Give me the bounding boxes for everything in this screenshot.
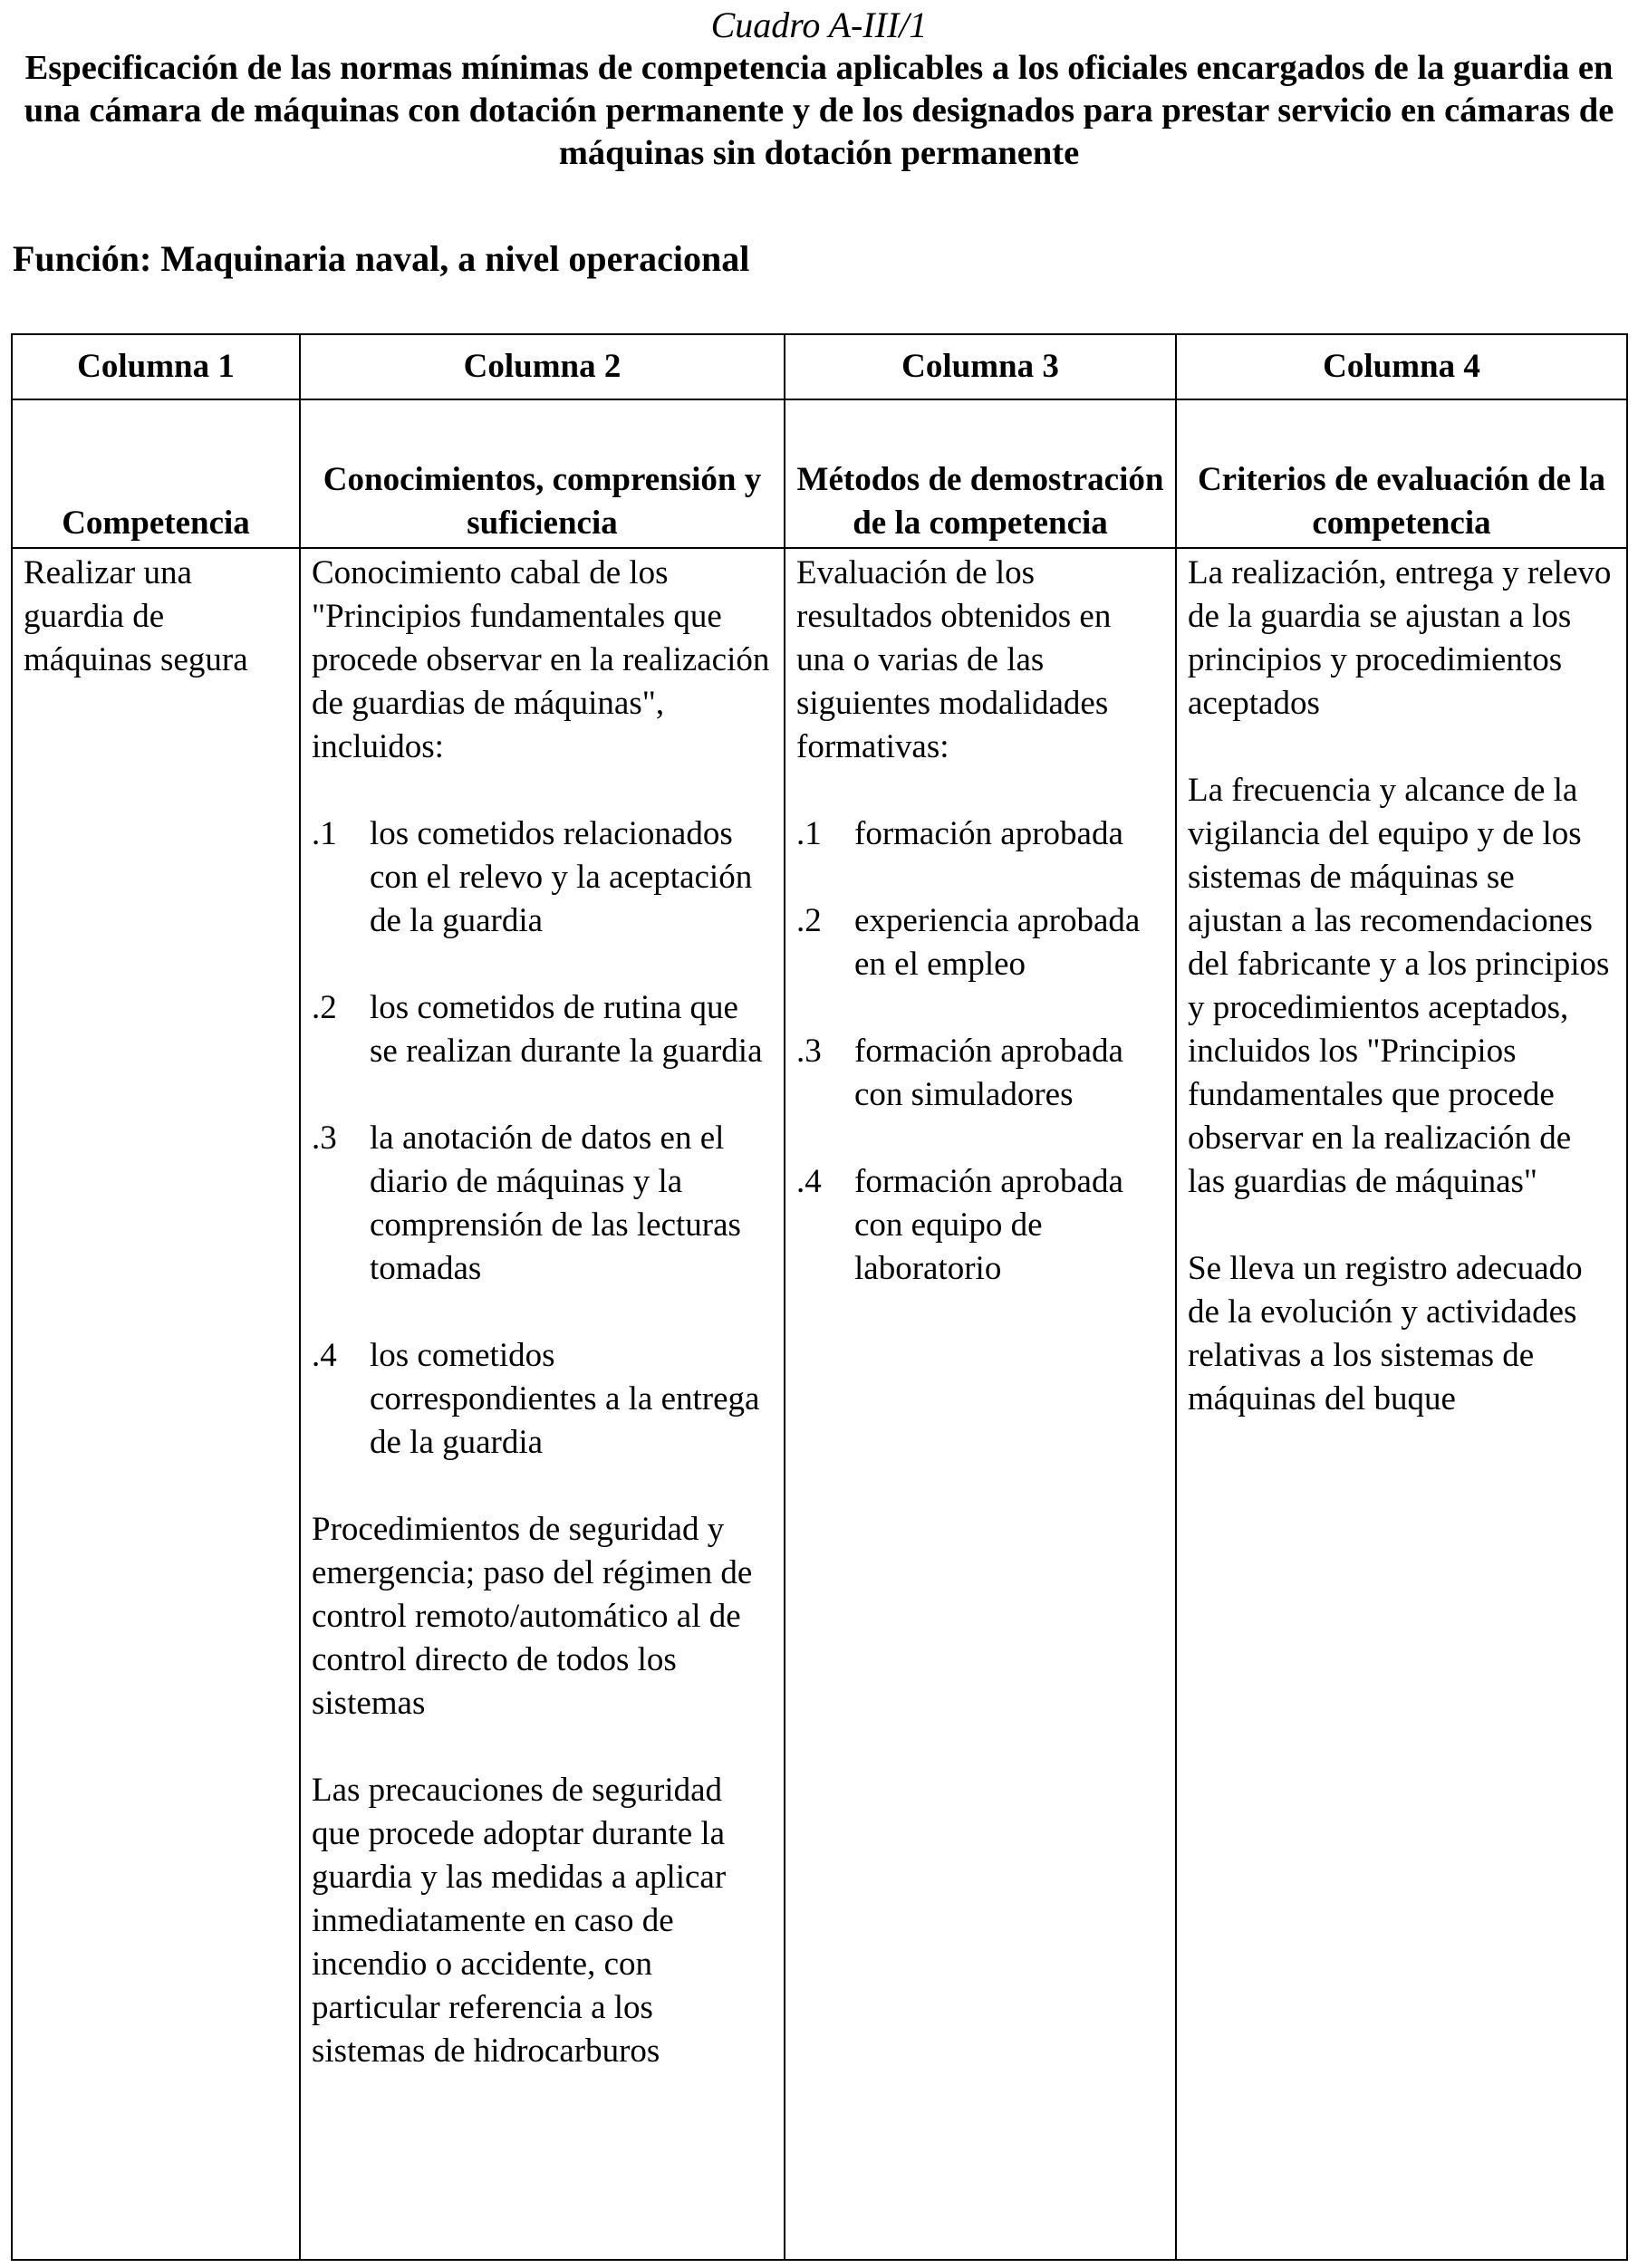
list-item (312, 812, 773, 943)
column-title-criteria: Criterios de evaluación de la competencia (1176, 399, 1627, 548)
list-item (312, 1117, 773, 1291)
knowledge-paragraph: Las precauciones de seguridad que procede adoptar durante la guardia y las medidas a aplicar inmediatamente en caso de incendio o accidente, con particular referencia a los sistemas de hidrocarburos (312, 1772, 727, 2070)
criteria-paragraph: La realización, entrega y relevo de la guardia se ajustan a los principios y procedimientos aceptados (1188, 554, 1612, 722)
criteria-paragraph: Se lleva un registro adecuado de la evolución y actividades relativas a los sistemas de máquinas del buque (1188, 1250, 1583, 1418)
list-item-text: los cometidos relacionados con el relevo y la aceptación de la guardia (370, 815, 753, 939)
list-item-text: formación aprobada (854, 815, 1123, 852)
column-number-row (12, 334, 1627, 399)
competence-text: Realizar una guardia de máquinas segura (24, 554, 248, 678)
knowledge-list (312, 812, 773, 1465)
function-heading: Función: Maquinaria naval, a nivel operacional (13, 238, 750, 279)
competence-cell (12, 548, 300, 2260)
column-number-2: Columna 2 (300, 334, 785, 399)
competence-table (11, 333, 1628, 2261)
column-number-3: Columna 3 (785, 334, 1176, 399)
table-caption: Cuadro A-III/1 (710, 5, 928, 45)
list-item-text: formación aprobada con equipo de laboratorio (854, 1163, 1123, 1287)
list-item (796, 899, 1164, 986)
list-item-text: experiencia aprobada en el empleo (854, 902, 1141, 983)
list-item (796, 812, 1164, 856)
list-item-number: .1 (796, 815, 822, 852)
competence-table-container (11, 333, 1626, 2261)
list-item-text: los cometidos correspondientes a la entrega de la guardia (370, 1337, 760, 1461)
methods-list (796, 812, 1164, 1291)
list-item-text: formación aprobada con simuladores (854, 1033, 1123, 1113)
column-title-methods: Métodos de demostración de la competencia (785, 399, 1176, 548)
list-item-text: la anotación de datos en el diario de máquinas y la comprensión de las lecturas tomadas (370, 1120, 741, 1287)
list-item-number: .2 (312, 989, 337, 1026)
list-item-number: .3 (796, 1033, 822, 1070)
knowledge-intro: Conocimiento cabal de los "Principios fundamentales que procede observar en la realización de guardias de máquinas", incluidos: (312, 554, 770, 765)
list-item-number: .2 (796, 902, 822, 939)
knowledge-paragraph: Procedimientos de seguridad y emergencia; paso del régimen de control remoto/automático al de control directo de todos los sistemas (312, 1511, 753, 1722)
knowledge-cell (300, 548, 785, 2260)
methods-intro: Evaluación de los resultados obtenidos en una o varias de las siguientes modalidades formativas: (796, 554, 1112, 765)
column-title-competence: Competencia (12, 399, 300, 548)
column-title-knowledge: Conocimientos, comprensión y suficiencia (300, 399, 785, 548)
methods-cell (785, 548, 1176, 2260)
column-title-row (12, 399, 1627, 548)
criteria-cell (1176, 548, 1627, 2260)
document-title: Especificación de las normas mínimas de competencia aplicables a los oficiales encargados de la guardia en una cámara de máquinas con dotación permanente y de los designados para prestar servicio en cámaras de máquinas sin dotación permanente (24, 49, 1614, 172)
list-item-text: los cometidos de rutina que se realizan durante la guardia (370, 989, 763, 1070)
list-item (312, 1334, 773, 1465)
criteria-paragraph: La frecuencia y alcance de la vigilancia del equipo y de los sistemas de máquinas se ajustan a las recomendaciones del fabricante y a los principios y procedimientos aceptados, incluidos los "Principios fundamentales que procede observar en la realización de las guardias de máquinas" (1188, 772, 1610, 1200)
list-item-number: .1 (312, 815, 337, 852)
column-number-4: Columna 4 (1176, 334, 1627, 399)
list-item-number: .3 (312, 1120, 337, 1157)
list-item (796, 1160, 1164, 1291)
list-item (312, 986, 773, 1073)
table-row (12, 548, 1627, 2260)
list-item (796, 1030, 1164, 1117)
column-number-1: Columna 1 (12, 334, 300, 399)
list-item-number: .4 (796, 1163, 822, 1200)
list-item-number: .4 (312, 1337, 337, 1374)
